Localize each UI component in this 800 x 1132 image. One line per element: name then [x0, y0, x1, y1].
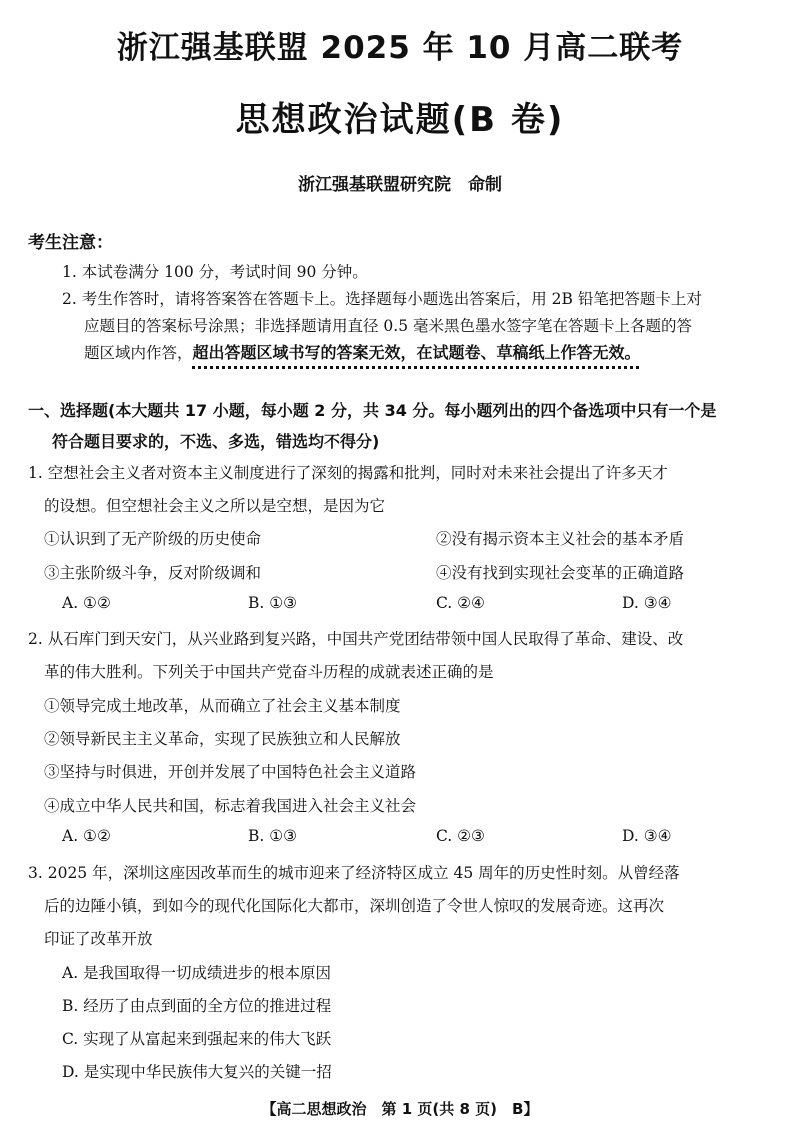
q1-stem-line-1: 1. 空想社会主义者对资本主义制度进行了深刻的揭露和批判，同时对未来社会提出了许多天才	[28, 464, 668, 482]
q2-statement-2: ②领导新民主主义革命，实现了民族独立和人民解放	[44, 730, 401, 748]
page-footer: 【高二思想政治 第 1 页(共 8 页) B】	[261, 1100, 539, 1118]
q2-option-c: C. ②③	[436, 827, 485, 845]
q2-statement-3: ③坚持与时俱进，开创并发展了中国特色社会主义道路	[44, 763, 417, 781]
section-heading-line-1: 一、选择题(本大题共 17 小题，每小题 2 分，共 34 分。每小题列出的四个备选项中只有一个是	[28, 401, 717, 420]
q3-stem-line-1: 3. 2025 年，深圳这座因改革而生的城市迎来了经济特区成立 45 周年的历史性时刻。从曾经落	[28, 864, 680, 882]
exam-subtitle: 思想政治试题(B 卷)	[235, 100, 565, 140]
q1-statement-4: ④没有找到实现社会变革的正确道路	[436, 564, 685, 582]
notice-item-2-line-3	[84, 340, 641, 363]
q1-option-a: A. ①②	[62, 594, 111, 612]
q1-statement-3: ③主张阶级斗争，反对阶级调和	[44, 564, 262, 582]
exam-title: 浙江强基联盟 2025 年 10 月高二联考	[116, 30, 684, 66]
q2-statement-4: ④成立中华人民共和国，标志着我国进入社会主义社会	[44, 797, 417, 815]
q1-statement-2: ②没有揭示资本主义社会的基本矛盾	[436, 530, 685, 548]
q2-stem-line-1: 2. 从石库门到天安门，从兴业路到复兴路，中国共产党团结带领中国人民取得了革命、建设、改	[28, 630, 684, 648]
notice-plain-text: 题区域内作答，	[84, 344, 193, 362]
q1-stem-line-2: 的设想。但空想社会主义之所以是空想，是因为它	[44, 497, 386, 515]
q2-statement-1: ①领导完成土地改革，从而确立了社会主义基本制度	[44, 697, 401, 715]
notice-heading: 考生注意：	[28, 233, 113, 253]
q2-stem-line-2: 革的伟大胜利。下列关于中国共产党奋斗历程的成就表述正确的是	[44, 663, 494, 681]
notice-item-2-line-2: 应题目的答案标号涂黑；非选择题请用直径 0.5 毫米黑色墨水签字笔在答题卡上各题的答	[84, 317, 693, 335]
q3-option-b: B. 经历了由点到面的全方位的推进过程	[62, 997, 332, 1015]
q1-option-b: B. ①③	[248, 594, 298, 612]
q1-option-c: C. ②④	[436, 594, 485, 612]
q3-option-a: A. 是我国取得一切成绩进步的根本原因	[62, 964, 332, 982]
notice-emphasis-text: 超出答题区域书写的答案无效，在试题卷、草稿纸上作答无效。	[192, 343, 641, 362]
q2-option-a: A. ①②	[62, 827, 111, 845]
exam-author: 浙江强基联盟研究院 命制	[298, 175, 502, 195]
q3-option-d: D. 是实现中华民族伟大复兴的关键一招	[62, 1063, 332, 1081]
q3-stem-line-3: 印证了改革开放	[44, 930, 153, 948]
q1-option-d: D. ③④	[622, 594, 672, 612]
notice-item-2-line-1: 2. 考生作答时，请将答案答在答题卡上。选择题每小题选出答案后，用 2B 铅笔把答题卡上对	[62, 290, 702, 308]
q2-option-b: B. ①③	[248, 827, 298, 845]
q2-option-d: D. ③④	[622, 827, 672, 845]
q3-stem-line-2: 后的边陲小镇，到如今的现代化国际化大都市，深圳创造了令世人惊叹的发展奇迹。这再次	[44, 897, 665, 915]
section-heading-line-2: 符合题目要求的，不选、多选，错选均不得分)	[52, 432, 380, 451]
q1-statement-1: ①认识到了无产阶级的历史使命	[44, 530, 262, 548]
notice-item-1: 1. 本试卷满分 100 分，考试时间 90 分钟。	[62, 263, 368, 281]
q3-option-c: C. 实现了从富起来到强起来的伟大飞跃	[62, 1030, 332, 1048]
